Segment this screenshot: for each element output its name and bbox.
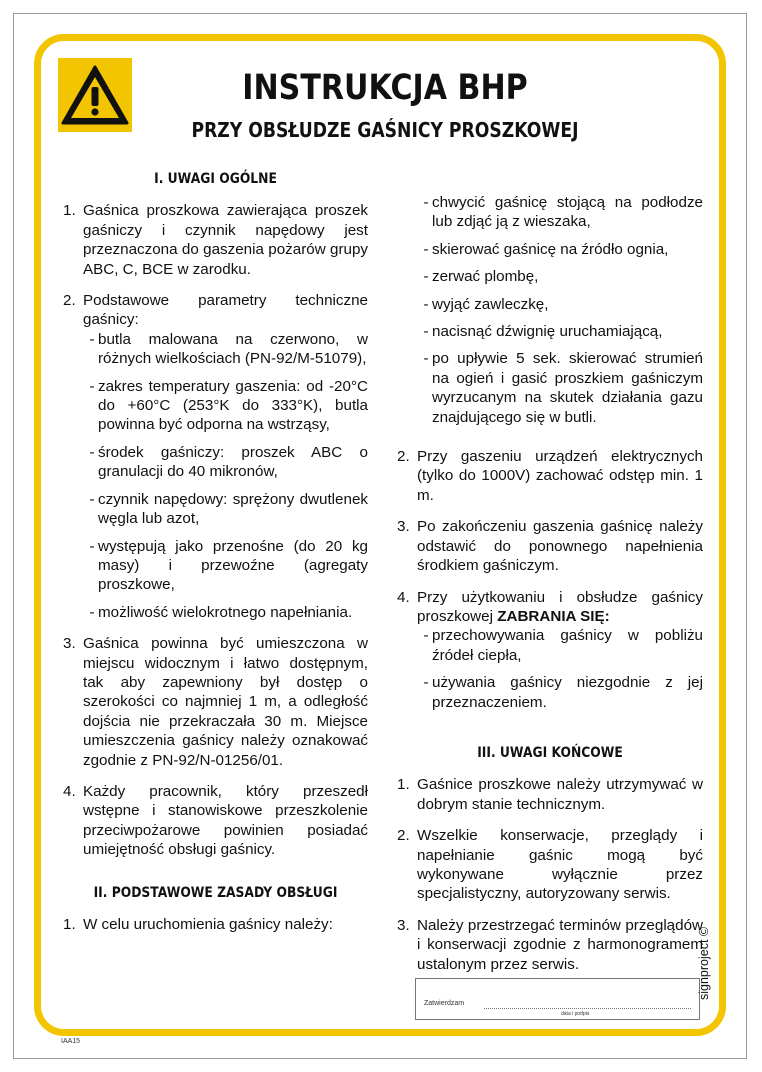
list-item: 3. Gaśnica powinna być umieszczona w miejscu widocznym i łatwo dostępnym, tak aby zapewniony był dostęp o szerokości co najmniej 1 m, a odległość dojścia nie przekraczała 30 m. Miejsce umieszczenia gaśnicy należy oznakować zgodnie z PN-92/N-01256/01. <box>63 635 368 769</box>
params-list <box>63 330 368 622</box>
page-subtitle: PRZY OBSŁUDZE GAŚNICY PROSZKOWEJ <box>191 118 579 142</box>
left-column <box>63 170 368 934</box>
list-item: - butla malowana na czerwono, w różnych wielkościach (PN-92/M-51079), <box>89 330 368 368</box>
approval-label: Zatwierdzam <box>424 1000 465 1007</box>
list-item: 3. Należy przestrzegać terminów przeglądów i konserwacji zgodnie z harmonogramem ustalonym przez serwis. <box>397 916 703 973</box>
list-item: 4. Przy użytkowaniu i obsłudze gaśnicy proszkowej ZABRANIA SIĘ: <box>397 588 703 625</box>
list-item: - występują jako przenośne (do 20 kg masy) i przewoźne (agregaty proszkowe, <box>89 537 368 594</box>
list-item: - zerwać plombę, <box>423 268 539 286</box>
list-item: 2. Wszelkie konserwacje, przeglądy i napełnianie gaśnic mogą być wykonywane wyłącznie przez specjalistyczny, autoryzowany serwis. <box>397 827 703 903</box>
page-title: INSTRUKCJA BHP <box>242 68 528 108</box>
list-item: 1. Gaśnica proszkowa zawierająca proszek gaśniczy i czynnik napędowy jest przeznaczona do gaszenia pożarów grupy ABC, C, BCE w zarodku. <box>63 202 368 278</box>
steps-list <box>397 193 703 427</box>
list-item: 2. Przy gaszeniu urządzeń elektrycznych (tylko do 1000V) zachować odstęp min. 1 m. <box>397 448 703 504</box>
warning-box <box>58 58 132 132</box>
list-item: - zakres temperatury gaszenia: od -20°C do +60°C (253°K do 333°K), butla powinna być odporna na wstrząsy, <box>89 377 368 434</box>
list-item: - możliwość wielokrotnego napełniania. <box>89 603 353 621</box>
list-item: - skierować gaśnicę na źródło ognia, <box>423 240 669 258</box>
list-item: - wyjąć zawleczkę, <box>423 295 549 313</box>
section-heading-general: I. UWAGI OGÓLNE <box>154 171 277 187</box>
list-item: - używania gaśnicy niezgodnie z jej przeznaczeniem. <box>423 674 703 711</box>
section-heading-final: III. UWAGI KOŃCOWE <box>477 744 623 761</box>
list-item: - po upływie 5 sek. skierować strumień na ogień i gasić proszkiem gaśniczym wyrzucanym na skutek działania gazu znajdującego się w butli. <box>423 350 703 426</box>
signature-line <box>484 1008 691 1009</box>
approval-stamp <box>415 978 700 1020</box>
list-item: 1. Gaśnice proszkowe należy utrzymywać w dobrym stanie technicznym. <box>397 776 703 813</box>
list-item: 4. Każdy pracownik, który przeszedł wstępne i stanowiskowe przeszkolenie przeciwpożarowe powinien posiadać umiejętność obsługi gaśnicy. <box>63 782 368 859</box>
prohibited-label: ZABRANIA SIĘ: <box>497 607 610 625</box>
date-signature-label: data i podpis <box>561 1011 590 1017</box>
list-item: - przechowywania gaśnicy w pobliżu źródeł ciepła, <box>423 627 703 664</box>
list-item: - środek gaśniczy: proszek ABC o granulacji do 40 mikronów, <box>89 443 368 481</box>
prohibited-list <box>397 626 703 712</box>
list-item: - chwycić gaśnicę stojącą na podłodze lub zdjąć ją z wieszaka, <box>423 194 703 231</box>
list-item: - nacisnąć dźwignię uruchamiającą, <box>423 323 663 341</box>
brand-label: signproject © <box>697 926 711 1000</box>
warning-triangle-icon <box>58 58 132 132</box>
product-code: IAA15 <box>61 1038 81 1045</box>
list-item: 1. W celu uruchomienia gaśnicy należy: <box>63 916 333 933</box>
section-heading-rules: II. PODSTAWOWE ZASADY OBSŁUGI <box>93 884 338 901</box>
list-item: - czynnik napędowy: sprężony dwutlenek węgla lub azot, <box>89 490 368 528</box>
list-item: 2. Podstawowe parametry techniczne gaśnicy: <box>63 292 368 329</box>
right-column <box>397 193 703 974</box>
list-item: 3. Po zakończeniu gaszenia gaśnicę należy odstawić do ponownego napełnienia środkiem gaśniczym. <box>397 518 703 575</box>
